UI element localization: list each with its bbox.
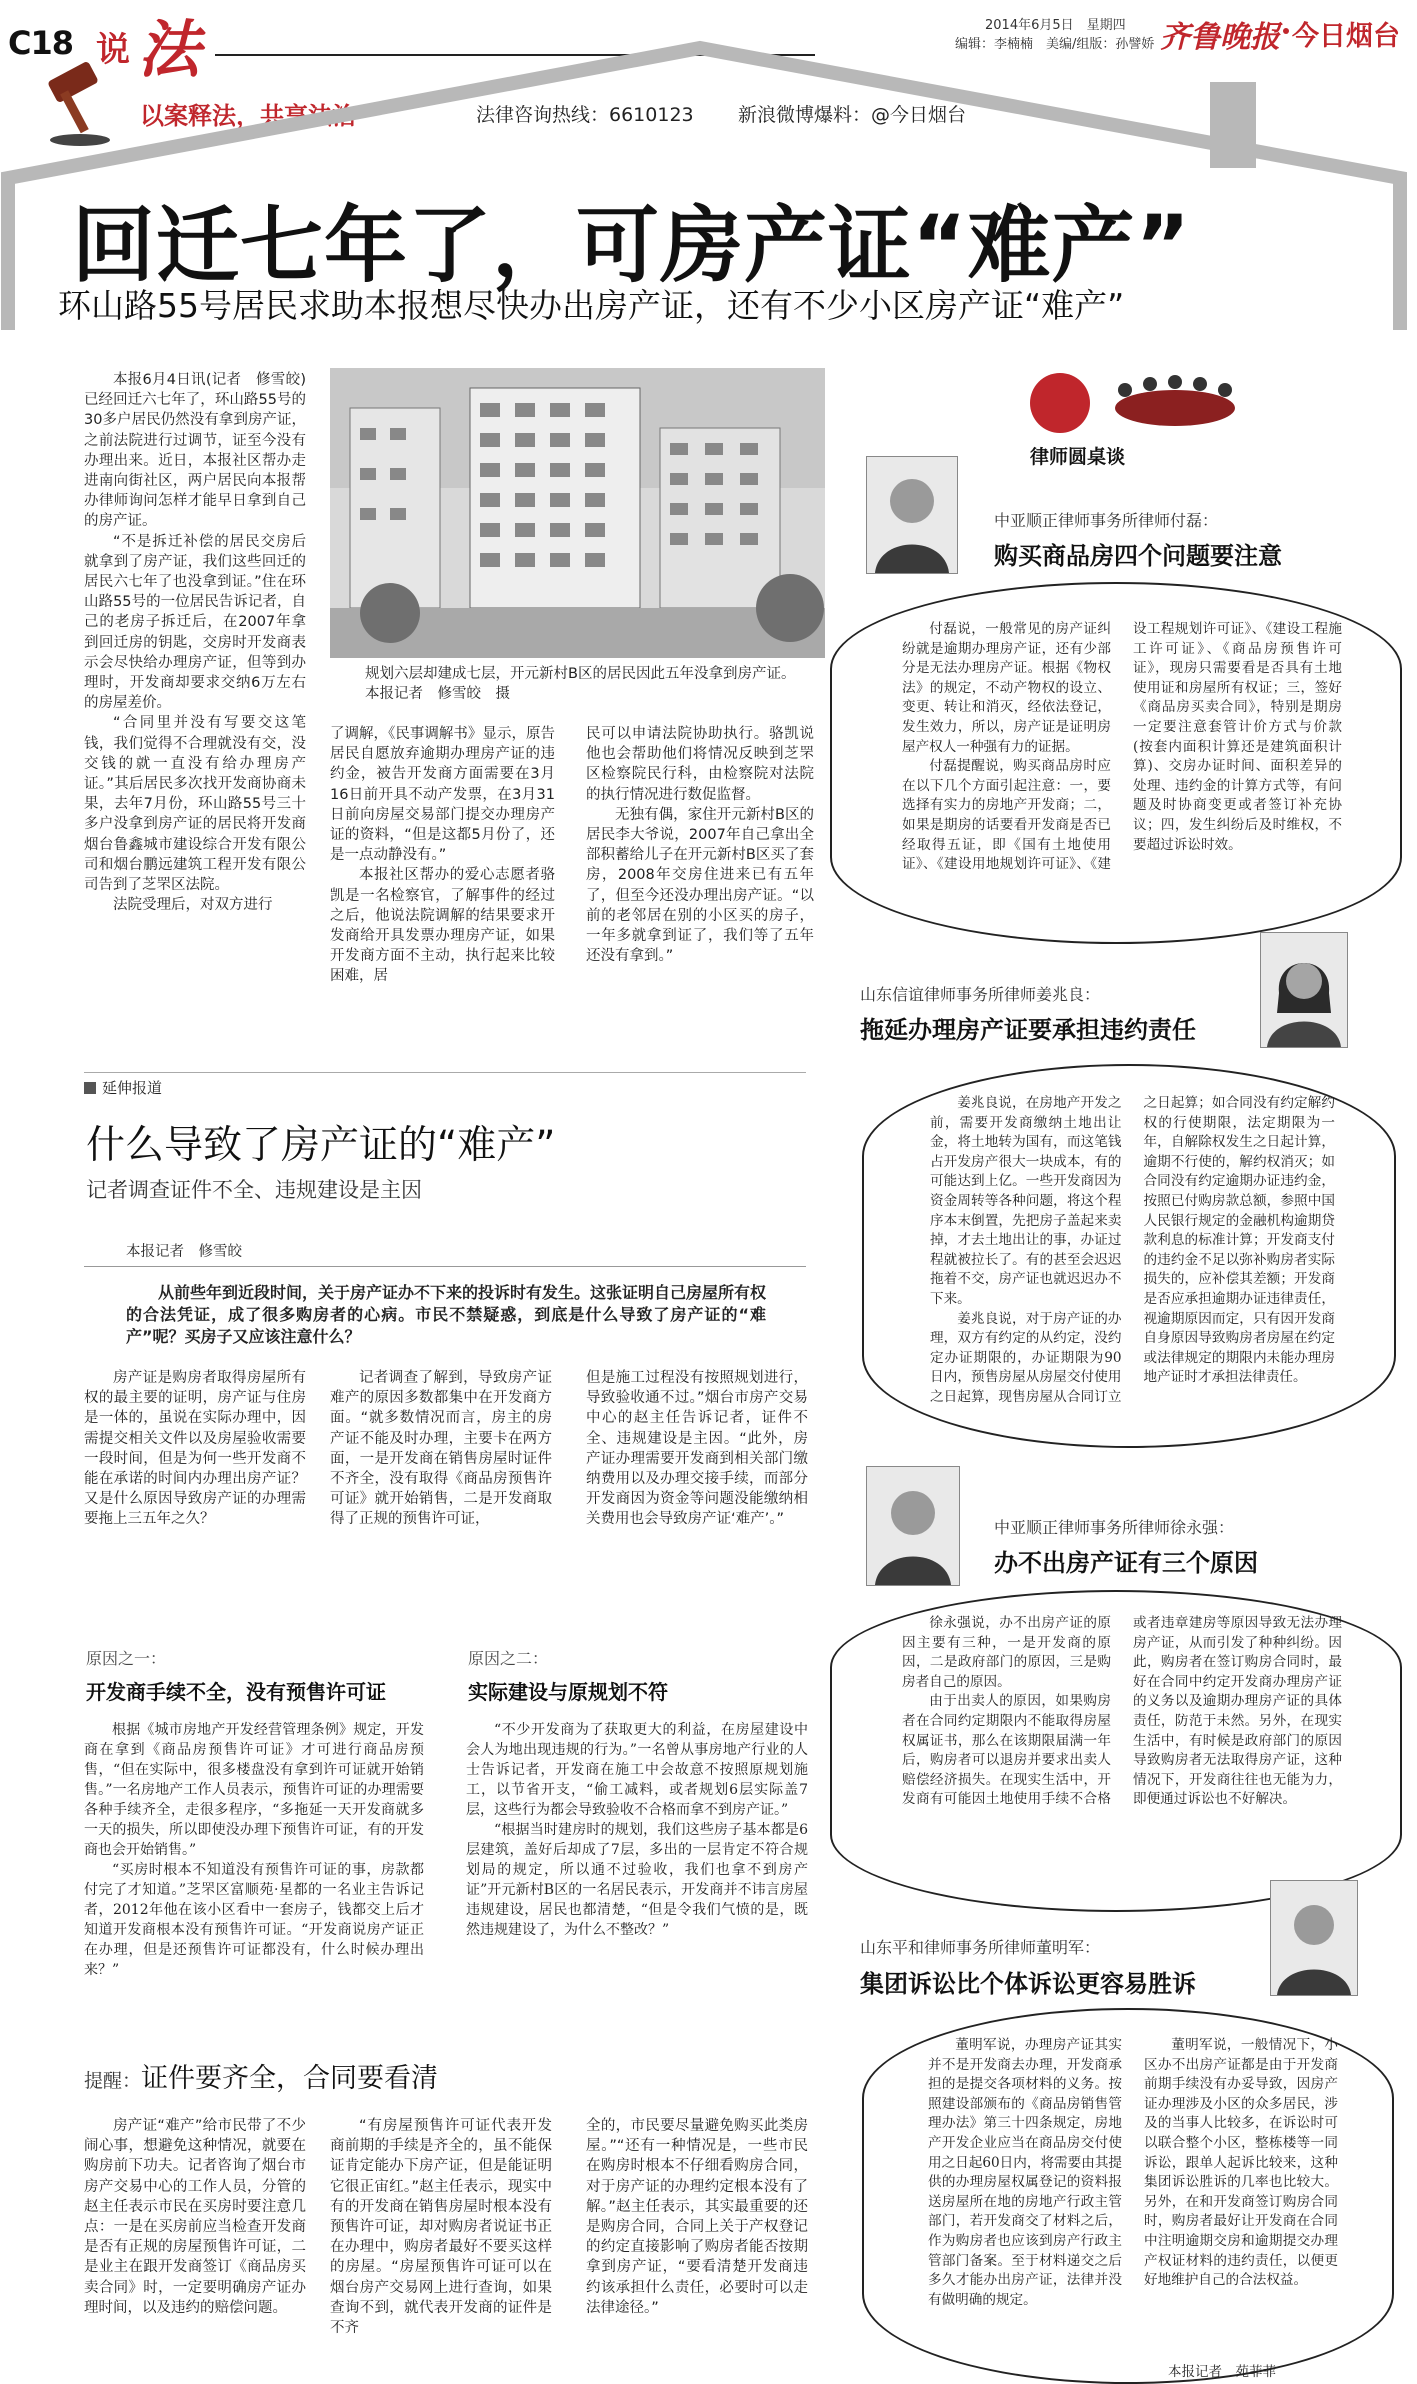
lawyer-photo-fulei	[866, 456, 958, 574]
sub-headline: 环山路55号居民求助本报想尽快办出房产证，还有不少小区房产证“难产”	[58, 286, 1125, 325]
lawyer1-topic: 购买商品房四个问题要注意	[994, 542, 1282, 570]
followup-col3: 但是施工过程没有按照规划进行，导致验收通不过。”烟台市房产交易中心的赵主任告诉记者，证件不全、违规建设是主因。“此外，房产证办理需要开发商到相关部门缴纳费用以及办理交接手续，而部分开发商因为资金等问题没能缴纳相关费用也会导致房产证‘难产’。”	[586, 1370, 808, 1528]
building-photo	[330, 368, 825, 658]
tip-title: 证件要齐全，合同要看清	[141, 2063, 439, 2094]
hotline: 法律咨询热线：6610123	[476, 104, 694, 126]
followup-col2: 记者调查了解到，导致房产证难产的原因多数都集中在开发商方面。“就多数情况而言，房主的房产证不能及时办理，主要卡在两方面，一是开发商在销售房屋时证件不齐全，没有取得《商品房预售许可证》就开始销售，二是开发商取得了正规的预售许可证，	[330, 1370, 552, 1528]
section-title-a: 说	[96, 30, 130, 70]
followup-byline: 本报记者 修雪皎	[126, 1244, 242, 1260]
slogan: 以案释法，共享法治	[140, 102, 356, 130]
lawyer2-name: 山东信谊律师事务所律师姜兆良：	[860, 985, 1101, 1004]
tip-label: 提醒：	[84, 2070, 142, 2092]
followup-subtitle: 记者调查证件不全、违规建设是主因	[86, 1178, 422, 1202]
lawyer3-speech-bubble: 徐永强说，办不出房产证的原因主要有三种，一是开发商的原因，二是政府部门的原因，三是购房者自己的原因。 由于出卖人的原因，如果购房者在合同约定期限内不能取得房屋权属证书，那么在该期限届满一年后，购房者可以退房并要求出卖人赔偿经济损失。在现实生活中，开发商有可能因土地使用手续不合格或者违章建房等原因导致无法办理房产证，从而引发了种种纠纷。因此，购房者在签订购房合同时，最好在合同中约定开发商办理房产证的义务以及逾期办理房产证的具体责任，防范于未然。另外，在现实生活中，有时候是政府部门的原因导致购房者无法取得房产证，这种情况下，开发商往往也无能为力，即便通过诉讼也不好解决。	[830, 1590, 1402, 1912]
followup-tag-bar	[84, 1072, 806, 1095]
tip-heading	[84, 2056, 438, 2095]
newspaper-logo: 齐鲁晚报	[1160, 20, 1280, 55]
main-headline: 回迁七年了，可房产证“难产”	[72, 197, 1192, 294]
reason1-label: 原因之一：	[86, 1649, 167, 1668]
lawyer-photo-xuyongqiang	[866, 1466, 960, 1586]
lawyer2-speech-bubble: 姜兆良说，在房地产开发之前，需要开发商缴纳土地出让金，将土地转为国有，而这笔钱占开发房产很大一块成本，有的可能达到上亿。一些开发商因为资金周转等各种问题，将这个程序本末倒置，先把房子盖起来卖掉，才去土地出让的事，办证过程就被拉长了。有的甚至会迟迟拖着不交，房产证也就迟迟办不下来。 姜兆良说，对于房产证的办理，双方有约定的从约定，没约定办证期限的，办证期限为90日内，预售房屋从房屋交付使用之日起算，现售房屋从合同订立之日起算；如合同没有约定解约权的行使期限，法定期限为一年，自解除权发生之日起计算，逾期不行使的，解约权消灭；如合同没有约定逾期办证违约金，按照已付购房款总额，参照中国人民银行规定的金融机构逾期贷款利息的标准计算；开发商支付的违约金不足以弥补购房者实际损失的，应补偿其差额；开发商是否应承担逾期办证违律责任，视逾期原因而定，只有因开发商自身原因导致购房者房屋在约定或法律规定的期限内未能办理房地产证时才承担法律责任。	[862, 1064, 1396, 1448]
lead-story-col3: 民可以申请法院协助执行。骆凯说他也会帮助他们将情况反映到芝罘区检察院民行科，由检察院对法院的执行情况进行数促监督。 无独有偶，家住开元新村B区的居民李大爷说，2007年自己拿出全部积蓄给儿子在开元新村B区买了套房，2008年交房住进来已有五年了，但至今还没办理出房产证。“以前的老邻居在别的小区买的房子，一年多就拿到证了，我们等了五年还没有拿到。”	[586, 726, 814, 965]
followup-tag: 延伸报道	[102, 1079, 163, 1097]
followup-col1: 房产证是购房者取得房屋所有权的最主要的证明，房产证与住房是一体的，虽说在实际办理中，因需提交相关文件以及房屋验收需要一段时间，但是为何一些开发商不能在承诺的时间内办理出房产证？又是什么原因导致房产证的办理需要拖上三五年之久？	[84, 1370, 306, 1528]
lead-story-col1: 本报6月4日讯(记者 修雪皎) 已经回迁六七年了，环山路55号的30多户居民仍然没有拿到房产证，之前法院进行过调节，证至今没有办理出来。近日，本报社区帮办走进南向街社区，两户居民向本报帮办律师询问怎样才能早日拿到自己的房产证。 “不是拆迁补偿的居民交房后就拿到了房产证，我们这些回迁的居民六七年了也没拿到证。”住在环山路55号的一位居民告诉记者，自己的老房子拆迁后，在2007年拿到回迁房的钥匙，交房时开发商表示会尽快给办理房产证，但等到办理时，开发商却要求交纳6万左右的房屋差价。 “合同里并没有写要交这笔钱，我们觉得不合理就没有交，没交钱的就一直没有给办理房产证。”其后居民多次找开发商协商未果，去年7月份，环山路55号三十多户没拿到房产证的居民将开发商烟台鲁鑫城市建设综合开发有限公司和烟台鹏远建筑工程开发有限公司告到了芝罘区法院。 法院受理后，对双方进行	[84, 372, 321, 914]
lawyer1-name: 中亚顺正律师事务所律师付磊：	[994, 511, 1219, 530]
reason2-label: 原因之二：	[468, 1649, 549, 1668]
date-line: 2014年6月5日 星期四	[985, 18, 1126, 33]
edition-name: 今日烟台	[1292, 21, 1400, 52]
followup-title: 什么导致了房产证的“难产”	[86, 1123, 556, 1168]
lawyer-photo-jiangzhaoliang	[1260, 932, 1348, 1048]
reason2-title: 实际建设与原规划不符	[468, 1680, 668, 1704]
tip-col1: 房产证“难产”给市民带了不少闹心事，想避免这种情况，就要在购房前下功夫。记者咨询了烟台市房产交易中心的工作人员，分管的赵主任表示市民在买房时要注意几点：一是在买房前应当检查开发商是否有正规的房屋预售许可证，二是业主在跟开发商签订《商品房买卖合同》时，一定要明确房产证办理时间，以及违约的赔偿问题。	[84, 2118, 306, 2316]
lawyer-photo-dongmingjun	[1270, 1880, 1358, 1996]
lawyer2-topic: 拖延办理房产证要承担违约责任	[860, 1016, 1196, 1044]
reason1-title: 开发商手续不全，没有预售许可证	[86, 1680, 386, 1704]
photo-caption: 规划六层却建成七层，开元新村B区的居民因此五年没拿到房产证。 本报记者 修雪皎 摄	[365, 666, 803, 702]
tip-col3: 全的，市民要尽量避免购买此类房屋。”“还有一种情况是，一些市民在购房时根本不仔细看购房合同，对于房产证的办理约定根本没有了解。”赵主任表示，其实最重要的还是购房合同，合同上关于产权登记的约定直接影响了购房者能否按期拿到房产证，“要看清楚开发商违约该承担什么责任，必要时可以走法律途径。”	[586, 2118, 808, 2316]
lawyer4-byline: 本报记者 苑菲菲	[1168, 2364, 1276, 2380]
reason2-body: “不少开发商为了获取更大的利益，在房屋建设中会人为地出现违规的行为。”一名曾从事房地产行业的人士告诉记者，开发商在施工中会故意不按照原规划施工，以节省开支，“偷工减料，或者规划6层实际盖7层，这些行为都会导致验收不合格而拿不到房产证。” “根据当时建房时的规划，我们这些房子基本都是6层建筑，盖好后却成了7层，多出的一层肯定不符合规划局的规定，所以通不过验收，我们也拿不到房产证”开元新村B区的一名居民表示，开发商并不讳言房屋违规建设，居民也都清楚，“但是令我们气愤的是，既然违规建设了，为什么不整改？”	[466, 1722, 808, 1938]
editors-line: 编辑：李楠楠 美编/组版：孙譬娇	[955, 37, 1155, 52]
page-code: C18	[8, 24, 74, 62]
lawyer4-name: 山东平和律师事务所律师董明军：	[860, 1938, 1101, 1957]
lawyer4-speech-bubble: 董明军说，办理房产证其实并不是开发商去办理，开发商承担的是提交各项材料的义务。按照建设部颁布的《商品房销售管理办法》第三十四条规定，房地产开发企业应当在商品房交付使用之日起60日内，将需要由其提供的办理房屋权属登记的资料报送房屋所在地的房地产行政主管部门，若开发商交了材料之后，作为购房者也应该到房产行政主管部门备案。至于材料递交之后多久才能办出房产证，法律并没有做明确的规定。 董明军说，一般情况下，小区办不出房产证都是由于开发商前期手续没有办妥导致，因房产证办理涉及小区的众多居民，涉及的当事人比较多，在诉讼时可以联合整个小区，整栋楼等一同诉讼，跟单人起诉比较来，这种集团诉讼胜诉的几率也比较大。另外，在和开发商签订购房合同时，购房者最好让开发商在合同中注明逾期交房和逾期提交办理产权证材料的违约责任，以便更好地维护自己的合法权益。	[862, 2008, 1394, 2384]
byline-rule	[84, 1266, 806, 1267]
roundtable-label: 律师圆桌谈	[1030, 446, 1126, 468]
reason1-body: 根据《城市房地产开发经营管理条例》规定，开发商在拿到《商品房预售许可证》才可进行商品房预售，“但在实际中，很多楼盘没有拿到许可证就开始销售。”一名房地产工作人员表示，预售许可证的办理需要各种手续齐全，走很多程序，“多拖延一天开发商就多一天的损失，所以即使没办理下预售许可证，有的开发商也会开始销售。” “买房时根本不知道没有预售许可证的事，房款都付完了才知道。”芝罘区富顺苑·星都的一名业主告诉记者，2012年他在该小区看中一套房子，钱都交上后才知道开发商根本没有预售许可证。“开发商说房产证正在办理，但是还预售许可证都没有，什么时候办理出来？”	[84, 1722, 424, 1978]
lawyer3-topic: 办不出房产证有三个原因	[994, 1549, 1258, 1577]
lawyer3-name: 中亚顺正律师事务所律师徐永强：	[994, 1518, 1235, 1537]
followup-intro: 从前些年到近段时间，关于房产证办不下来的投诉时有发生。这张证明自己房屋所有权的合法凭证，成了很多购房者的心病。市民不禁疑惑，到底是什么导致了房产证的“难产”呢？买房子又应该注意什么？	[126, 1283, 767, 1346]
section-title-b: 法	[138, 13, 201, 86]
lawyer1-speech-bubble: 付磊说，一般常见的房产证纠纷就是逾期办理房产证，还有少部分是无法办理房产证。根据《物权法》的规定，不动产物权的设立、变更、转让和消灭，经依法登记，发生效力，所以，房产证是证明房屋产权人一种强有力的证据。 付磊提醒说，购买商品房时应在以下几个方面引起注意：一，要选择有实力的房地产开发商；二，如果是期房的话要看开发商是否已经取得五证，即《国有土地使用证》、《建设用地规划许可证》、《建设工程规划许可证》、《建设工程施工许可证》、《商品房预售许可证》，现房只需要看是否具有土地使用证和房屋所有权证；三，签好《商品房买卖合同》，特别是期房一定要注意套管计价方式与价款(按套内面积计算还是建筑面积计算)、交房办证时间、面积差异的处理、违约金的计算方式等，有问题及时协商变更或者签订补充协议；四，发生纠纷后及时维权，不要超过诉讼时效。	[830, 582, 1402, 944]
tip-col2: “有房屋预售许可证代表开发商前期的手续是齐全的，虽不能保证肯定能办下房产证，但是能证明它很正宙红。”赵主任表示，现实中有的开发商在销售房屋时根本没有预售许可证，却对购房者说证书正在办理中，购房者最好不要买这样的房屋。“房屋预售许可证可以在烟台房产交易网上进行查询，如果查询不到，就代表开发商的证件是不齐	[330, 2118, 552, 2337]
lead-story-col2: 了调解，《民事调解书》显示，原告居民自愿放弃逾期办理房产证的违约金，被告开发商方面需要在3月16日前开具不动产发票，在3月31日前向房屋交易部门提交办理房产证的资料，“但是这都5月份了，还是一点动静没有。” 本报社区帮办的爱心志愿者骆凯是一名检察官，了解事件的经过之后，他说法院调解的结果要求开发商给开具发票办理房产证，如果开发商方面不主动，执行起来比较困难，居	[330, 726, 555, 985]
weibo: 新浪微博爆料：@今日烟台	[738, 104, 967, 126]
lawyer4-topic: 集团诉讼比个体诉讼更容易胜诉	[860, 1970, 1196, 1998]
roundtable-logo-icon	[1025, 368, 1240, 438]
